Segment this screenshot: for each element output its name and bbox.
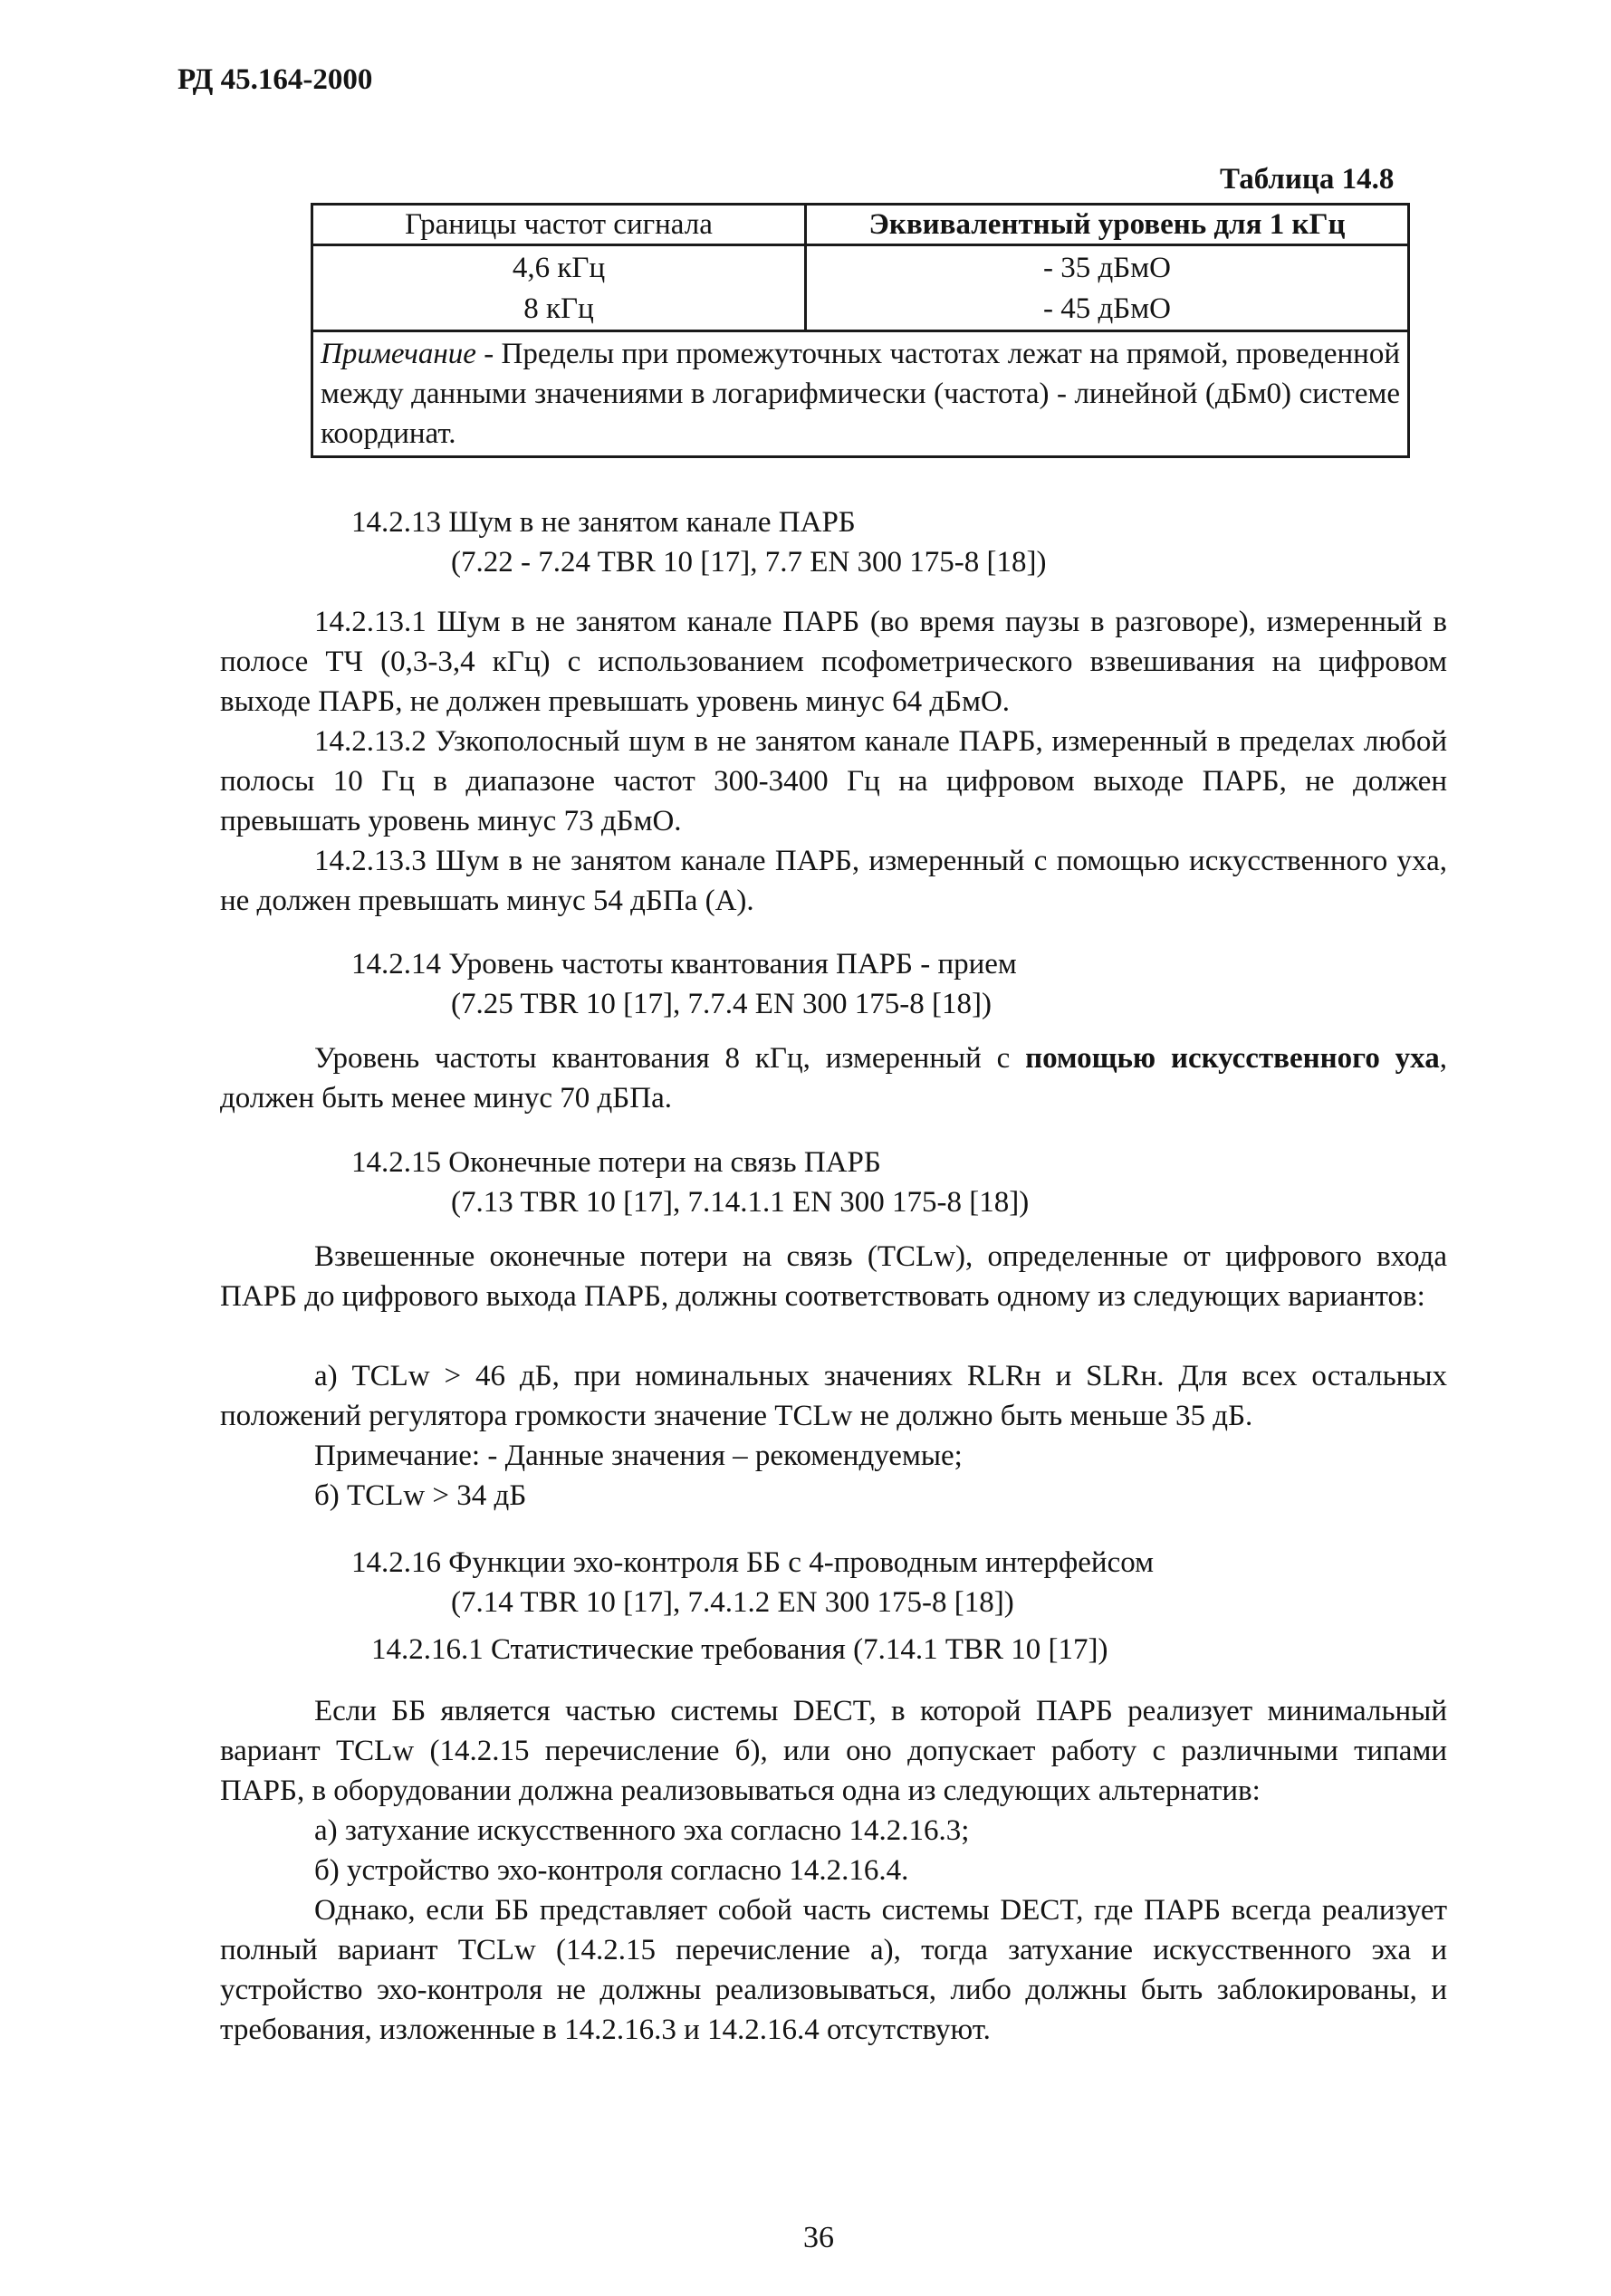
section-ref: (7.22 - 7.24 TBR 10 [17], 7.7 EN 300 175-8 [18]) <box>451 546 1047 579</box>
section-ref: (7.25 TBR 10 [17], 7.7.4 EN 300 175-8 [18]) <box>451 988 992 1020</box>
section-heading-14-2-16 <box>351 1543 1154 1622</box>
paragraph <box>220 1038 1447 1118</box>
section-title: 14.2.14 Уровень частоты квантования ПАРБ - прием <box>351 948 1017 981</box>
table-row <box>312 245 1409 331</box>
table-note-label: Примечание <box>321 338 476 370</box>
paragraph: Взвешенные оконечные потери на связь (TCLw), определенные от цифрового входа ПАРБ до цифрового выхода ПАРБ, должны соответствовать одному из следующих вариантов: <box>220 1240 1447 1313</box>
table-header-row <box>312 205 1409 245</box>
section-heading-14-2-14 <box>351 944 1017 1024</box>
paragraph: 14.2.13.2 Узкополосный шум в не занятом канале ПАРБ, измеренный в пределах любой полосы 10 Гц в диапазоне частот 300-3400 Гц на цифровом выходе ПАРБ, не должен превышать уровень минус 73 дБмО. <box>220 725 1447 837</box>
section-title: 14.2.13 Шум в не занятом канале ПАРБ <box>351 506 856 539</box>
paragraph: Однако, если ББ представляет собой часть системы DECT, где ПАРБ всегда реализует полный вариант TCLw (14.2.15 перечисление а), тогда затухание искусственного эха и устройство эхо-контроля не должны реализовываться, либо должны быть заблокированы, и требования, изложенные в 14.2.16.3 и 14.2.16.4 отсутствуют. <box>220 1894 1447 2046</box>
section-ref: (7.14 TBR 10 [17], 7.4.1.2 EN 300 175-8 [18]) <box>451 1586 1014 1619</box>
table-caption: Таблица 14.8 <box>1220 163 1395 196</box>
paragraph: 14.2.13.3 Шум в не занятом канале ПАРБ, измеренный с помощью искусственного уха, не должен превышать минус 54 дБПа (А). <box>220 845 1447 917</box>
paragraph: а) затухание искусственного эха согласно 14.2.16.3; <box>314 1814 970 1847</box>
table-note-text: - Пределы при промежуточных частотах лежат на прямой, проведенной между данными значениями в логарифмически (частота) - линейной (дБм0) системе координат. <box>321 338 1400 450</box>
table-note <box>312 331 1409 457</box>
document-code: РД 45.164-2000 <box>177 63 373 96</box>
paragraph: б) устройство эхо-контроля согласно 14.2.16.4. <box>314 1854 909 1887</box>
paragraph: 14.2.13.1 Шум в не занятом канале ПАРБ (во время паузы в разговоре), измеренный в полосе ТЧ (0,3-3,4 кГц) с использованием псофометрического взвешивания на цифровом выходе ПАРБ, не должен превышать уровень минус 64 дБмО. <box>220 606 1447 718</box>
section-heading-14-2-13 <box>351 502 1047 582</box>
table-cell: - 35 дБмО <box>1043 252 1171 284</box>
paragraph-text: , должен быть менее минус 70 дБПа. <box>220 1042 1447 1115</box>
paragraph: а) TCLw > 46 дБ, при номинальных значениях RLRн и SLRн. Для всех остальных положений регулятора громкости значение TCLw не должно быть меньше 35 дБ. <box>220 1360 1447 1432</box>
table-cell-frequencies <box>312 245 806 331</box>
subsection-heading-14-2-16-1: 14.2.16.1 Статистические требования (7.14.1 TBR 10 [17]) <box>371 1633 1108 1666</box>
table-cell: 8 кГц <box>523 292 594 325</box>
table-cell-levels <box>806 245 1409 331</box>
paragraph-emphasis: помощью искусственного уха <box>1025 1042 1440 1075</box>
table-cell: - 45 дБмО <box>1043 292 1171 325</box>
paragraph: б) TCLw > 34 дБ <box>314 1479 527 1512</box>
section-title: 14.2.16 Функции эхо-контроля ББ с 4-проводным интерфейсом <box>351 1546 1154 1579</box>
section-heading-14-2-15 <box>351 1143 1029 1222</box>
section-title: 14.2.15 Оконечные потери на связь ПАРБ <box>351 1146 881 1179</box>
table-note-row <box>312 331 1409 457</box>
spec-table <box>311 203 1410 458</box>
page-number: 36 <box>803 2221 834 2254</box>
paragraph: Если ББ является частью системы DECT, в которой ПАРБ реализует минимальный вариант TCLw (14.2.15 перечисление б), или оно допускает работу с различными типами ПАРБ, в оборудовании должна реализовываться одна из следующих альтернатив: <box>220 1695 1447 1807</box>
section-ref: (7.13 TBR 10 [17], 7.14.1.1 EN 300 175-8 [18]) <box>451 1186 1030 1219</box>
table-cell: 4,6 кГц <box>512 252 606 284</box>
paragraph-text: Уровень частоты квантования 8 кГц, измеренный с <box>314 1042 1026 1075</box>
table-header-cell: Эквивалентный уровень для 1 кГц <box>806 205 1409 245</box>
paragraph: Примечание: - Данные значения – рекомендуемые; <box>314 1440 963 1472</box>
table-header-cell: Границы частот сигнала <box>312 205 806 245</box>
